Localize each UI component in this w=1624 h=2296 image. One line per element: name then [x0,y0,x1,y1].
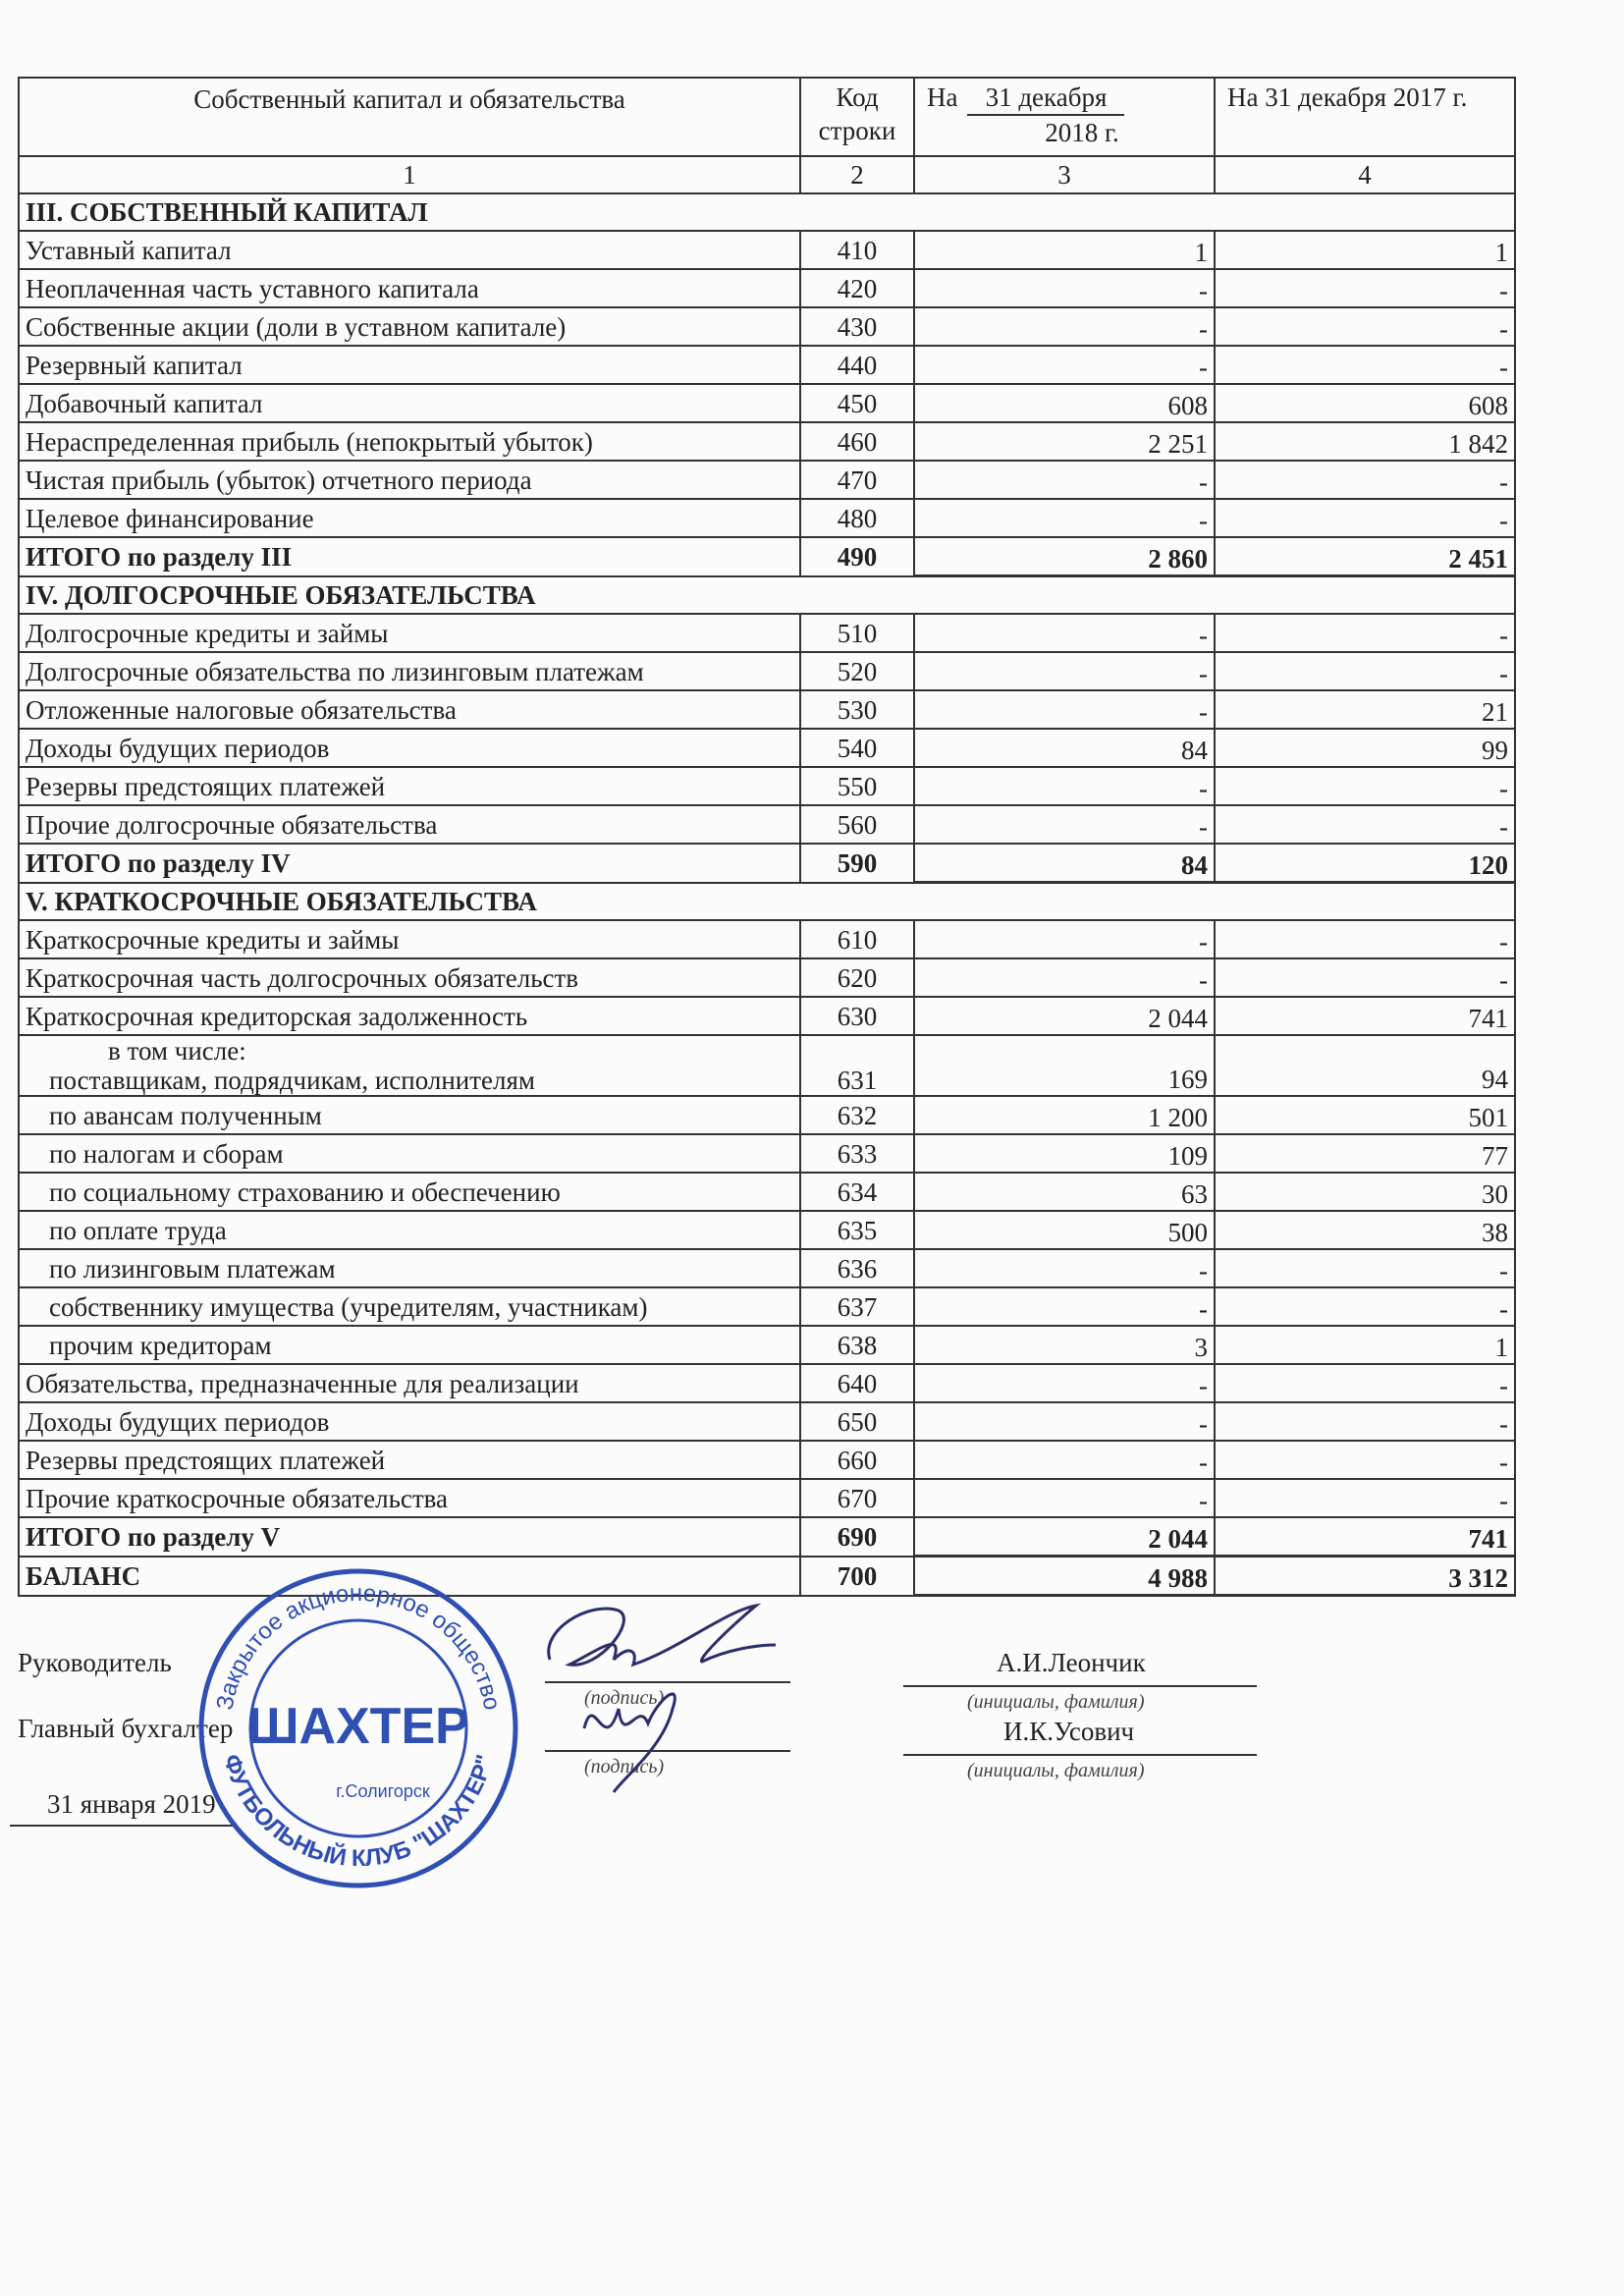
row-code: 410 [800,231,914,269]
accountant-signature [565,1669,712,1797]
director-name: А.И.Леончик [997,1648,1146,1677]
total-code: 490 [800,537,914,576]
value-2018: 2 044 [914,997,1215,1035]
row-label: Неоплаченная часть уставного капитала [19,269,800,307]
value-2018: - [914,346,1215,384]
row-code: 480 [800,499,914,537]
row-code: 635 [800,1211,914,1249]
stamp-city: г.Солигорск [336,1781,430,1801]
row-label: Краткосрочные кредиты и займы [19,920,800,958]
value-2017: 1 [1215,1326,1515,1364]
row-label: Долгосрочные кредиты и займы [19,614,800,652]
director-name-line [903,1685,1257,1687]
row-code: 670 [800,1479,914,1517]
row-code: 460 [800,422,914,461]
table-row [19,1364,1515,1402]
value-2017: - [1215,920,1515,958]
table-row [19,346,1515,384]
header-2018-date: 31 декабря [967,81,1124,116]
value-2017: - [1215,1287,1515,1326]
value-2017: - [1215,614,1515,652]
column-number: 4 [1215,156,1515,193]
value-2018: - [914,767,1215,805]
row-label: по социальному страхованию и обеспечению [19,1173,800,1211]
total-2017: 120 [1215,844,1515,883]
value-2017: 38 [1215,1211,1515,1249]
value-2018: - [914,805,1215,844]
value-2017: 608 [1215,384,1515,422]
table-row [19,1479,1515,1517]
row-label: собственнику имущества (учредителям, участникам) [19,1287,800,1326]
header-2017: На 31 декабря 2017 г. [1215,78,1515,156]
table-row [19,767,1515,805]
table-row [19,997,1515,1035]
table-row [19,1402,1515,1441]
accountant-name-caption: (инициалы, фамилия) [967,1760,1145,1781]
accountant-label: Главный бухгалтер [18,1714,234,1743]
section-total-row [19,537,1515,576]
value-2017: 21 [1215,690,1515,729]
row-label: Добавочный капитал [19,384,800,422]
table-row [19,422,1515,461]
table-row [19,461,1515,499]
accountant-signature-caption: (подпись) [584,1756,665,1777]
row-label: Прочие краткосрочные обязательства [19,1479,800,1517]
row-label: Долгосрочные обязательства по лизинговым платежам [19,652,800,690]
value-2017: - [1215,499,1515,537]
row-code: 637 [800,1287,914,1326]
column-number: 3 [914,156,1215,193]
row-code: 636 [800,1249,914,1287]
table-row [19,231,1515,269]
row-label-text: поставщикам, подрядчикам, исполнителям [49,1066,536,1095]
value-2017: - [1215,1249,1515,1287]
including-note: в том числе: [108,1036,246,1066]
header-code-line2: строки [818,116,896,145]
stamp-lower-text: ФУТБОЛЬНЫЙ КЛУБ "ШАХТЕР" [217,1751,499,1872]
row-code: 450 [800,384,914,422]
value-2017: 1 [1215,231,1515,269]
value-2017: - [1215,767,1515,805]
value-2018: 63 [914,1173,1215,1211]
table-row [19,729,1515,767]
total-code: 690 [800,1517,914,1557]
header-2018 [914,78,1215,156]
total-2018: 2 860 [914,537,1215,576]
signing-date: 31 января 2019 [47,1789,216,1819]
total-label: ИТОГО по разделу III [19,537,800,576]
value-2018: - [914,1402,1215,1441]
table-row [19,652,1515,690]
row-code: 633 [800,1134,914,1173]
value-2018: 109 [914,1134,1215,1173]
balance-2017: 3 312 [1215,1557,1515,1596]
row-label: по авансам полученным [19,1096,800,1134]
table-row [19,805,1515,844]
value-2017: - [1215,269,1515,307]
value-2017: - [1215,1479,1515,1517]
header-code [800,78,914,156]
value-2017: - [1215,346,1515,384]
section-header-row [19,193,1515,231]
balance-2018: 4 988 [914,1557,1215,1596]
row-label: по лизинговым платежам [19,1249,800,1287]
table-row [19,1035,1515,1096]
row-code: 650 [800,1402,914,1441]
value-2018: - [914,920,1215,958]
total-label: ИТОГО по разделу IV [19,844,800,883]
value-2018: - [914,269,1215,307]
accountant-name: И.К.Усович [1003,1717,1135,1746]
row-label: Чистая прибыль (убыток) отчетного периода [19,461,800,499]
header-equity-liabilities: Собственный капитал и обязательства [19,78,800,156]
section-total-row [19,1517,1515,1557]
row-code: 430 [800,307,914,346]
row-label: Целевое финансирование [19,499,800,537]
section-title: III. СОБСТВЕННЫЙ КАПИТАЛ [19,193,1515,231]
value-2018: - [914,614,1215,652]
row-code: 530 [800,690,914,729]
table-row [19,1173,1515,1211]
value-2017: - [1215,1441,1515,1479]
director-signature-caption: (подпись) [584,1687,665,1709]
value-2017: 77 [1215,1134,1515,1173]
row-code: 440 [800,346,914,384]
row-label: по налогам и сборам [19,1134,800,1173]
section-header-row [19,883,1515,921]
total-2017: 741 [1215,1517,1515,1557]
row-code: 630 [800,997,914,1035]
section-header-row [19,576,1515,615]
table-row [19,920,1515,958]
table-row [19,1441,1515,1479]
row-label: Резервный капитал [19,346,800,384]
value-2017: - [1215,461,1515,499]
value-2017: - [1215,805,1515,844]
total-2018: 2 044 [914,1517,1215,1557]
table-row [19,269,1515,307]
row-code: 610 [800,920,914,958]
director-label: Руководитель [18,1648,172,1677]
director-name-caption: (инициалы, фамилия) [967,1691,1145,1713]
row-code: 632 [800,1096,914,1134]
value-2017: - [1215,307,1515,346]
table-row [19,307,1515,346]
row-label: Собственные акции (доли в уставном капитале) [19,307,800,346]
column-number: 1 [19,156,800,193]
value-2018: - [914,1441,1215,1479]
table-row [19,1287,1515,1326]
header-2018-prefix: На [927,82,958,112]
balance-code: 700 [800,1557,914,1596]
row-code: 660 [800,1441,914,1479]
section-title: V. КРАТКОСРОЧНЫЕ ОБЯЗАТЕЛЬСТВА [19,883,1515,921]
value-2018: 608 [914,384,1215,422]
row-label: Доходы будущих периодов [19,729,800,767]
value-2018: 500 [914,1211,1215,1249]
value-2017: - [1215,1364,1515,1402]
row-label: по оплате труда [19,1211,800,1249]
value-2017: - [1215,1402,1515,1441]
total-label: ИТОГО по разделу V [19,1517,800,1557]
row-code: 640 [800,1364,914,1402]
value-2018: - [914,307,1215,346]
value-2018: - [914,461,1215,499]
value-2018: 1 [914,231,1215,269]
value-2017: 99 [1215,729,1515,767]
value-2018: 169 [914,1035,1215,1096]
table-row [19,958,1515,997]
table-row [19,690,1515,729]
row-label: прочим кредиторам [19,1326,800,1364]
table-row [19,1249,1515,1287]
table-row [19,1326,1515,1364]
row-code: 510 [800,614,914,652]
total-2017: 2 451 [1215,537,1515,576]
value-2018: - [914,958,1215,997]
header-2018-year: 2018 г. [1045,118,1119,147]
row-code: 420 [800,269,914,307]
row-code: 620 [800,958,914,997]
table-row [19,1211,1515,1249]
row-label: Доходы будущих периодов [19,1402,800,1441]
accountant-name-line [903,1754,1257,1756]
row-code: 540 [800,729,914,767]
value-2017: 741 [1215,997,1515,1035]
value-2017: - [1215,958,1515,997]
value-2018: - [914,1249,1215,1287]
row-label: Прочие долгосрочные обязательства [19,805,800,844]
value-2018: - [914,690,1215,729]
value-2017: 30 [1215,1173,1515,1211]
row-code: 470 [800,461,914,499]
row-code: 631 [800,1035,914,1096]
balance-label: БАЛАНС [19,1557,800,1596]
table-row [19,1096,1515,1134]
value-2018: 1 200 [914,1096,1215,1134]
stamp-outer-text: Закрытое акционерное общество [211,1579,506,1713]
value-2018: - [914,652,1215,690]
value-2018: - [914,1287,1215,1326]
value-2017: - [1215,652,1515,690]
value-2018: 2 251 [914,422,1215,461]
value-2018: - [914,499,1215,537]
row-label: Краткосрочная часть долгосрочных обязательств [19,958,800,997]
row-label: Краткосрочная кредиторская задолженность [19,997,800,1035]
table-row [19,1134,1515,1173]
balance-table [18,77,1516,1597]
value-2018: - [914,1479,1215,1517]
total-2018: 84 [914,844,1215,883]
header-code-line1: Код [836,82,879,112]
row-code: 550 [800,767,914,805]
column-number: 2 [800,156,914,193]
column-numbers-row [19,156,1515,193]
row-label: Нераспределенная прибыль (непокрытый убыток) [19,422,800,461]
value-2018: 3 [914,1326,1215,1364]
total-code: 590 [800,844,914,883]
row-code: 638 [800,1326,914,1364]
section-title: IV. ДОЛГОСРОЧНЫЕ ОБЯЗАТЕЛЬСТВА [19,576,1515,615]
row-code: 520 [800,652,914,690]
table-row [19,614,1515,652]
row-label [19,1035,800,1096]
row-code: 560 [800,805,914,844]
row-label: Резервы предстоящих платежей [19,1441,800,1479]
row-label: Резервы предстоящих платежей [19,767,800,805]
row-label: Обязательства, предназначенные для реализации [19,1364,800,1402]
stamp-center-text: ШАХТЕР [247,1698,469,1755]
row-code: 634 [800,1173,914,1211]
value-2017: 94 [1215,1035,1515,1096]
value-2017: 501 [1215,1096,1515,1134]
table-row [19,499,1515,537]
table-row [19,384,1515,422]
section-total-row [19,844,1515,883]
table-header-row [19,78,1515,156]
row-label: Уставный капитал [19,231,800,269]
value-2018: - [914,1364,1215,1402]
company-stamp [191,1561,525,1895]
value-2017: 1 842 [1215,422,1515,461]
value-2018: 84 [914,729,1215,767]
row-label: Отложенные налоговые обязательства [19,690,800,729]
